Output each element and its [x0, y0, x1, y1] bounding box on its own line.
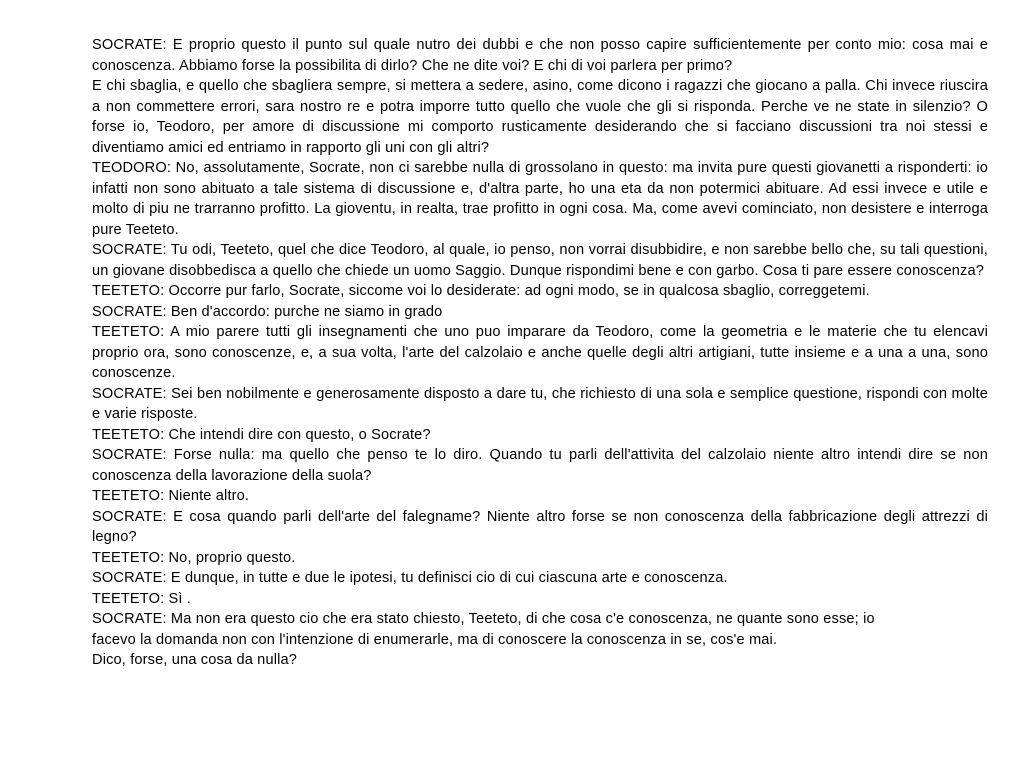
document-body	[92, 35, 988, 671]
paragraph-socrate-7: SOCRATE: E cosa quando parli dell'arte del falegname? Niente altro forse se non conoscenza della fabbricazione degli attrezzi di legno?	[92, 508, 988, 545]
paragraph-socrate-9-continued: facevo la domanda non con l'intenzione di enumerarle, ma di conoscere la conoscenza in se, cos'e mai.	[92, 631, 778, 648]
paragraph-socrate-9: SOCRATE: Ma non era questo cio che era stato chiesto, Teeteto, di che cosa c'e conoscenza, ne quante sono esse; io	[92, 611, 875, 627]
paragraph-teeteto-6: TEETETO: Sì .	[92, 590, 191, 607]
paragraph-teeteto-2: TEETETO: A mio parere tutti gli insegnamenti che uno puo imparare da Teodoro, come la geometria e le materie che tu elencavi proprio ora, sono conoscenze, e, a sua volta, l'arte del calzolaio e anche quelle degli altri artigiani, tutte insieme e a una a una, sono conoscenze.	[92, 324, 988, 381]
paragraph-socrate-9-final: Dico, forse, una cosa da nulla?	[92, 652, 298, 668]
paragraph-socrate-1: SOCRATE: E proprio questo il punto sul quale nutro dei dubbi e che non posso capire sufficientemente per conto mio: cosa mai e conoscenza. Abbiamo forse la possibilita di dirlo? Che ne dite voi? E chi di voi parlera per primo?	[92, 37, 988, 74]
paragraph-teeteto-5: TEETETO: No, proprio questo.	[92, 549, 296, 566]
paragraph-socrate-8: SOCRATE: E dunque, in tutte e due le ipotesi, tu definisci cio di cui ciascuna arte e conoscenza.	[92, 570, 728, 586]
paragraph-socrate-4: SOCRATE: Ben d'accordo: purche ne siamo in grado	[92, 303, 443, 320]
paragraph-teeteto-4: TEETETO: Niente altro.	[92, 488, 250, 504]
paragraph-teeteto-1: TEETETO: Occorre pur farlo, Socrate, siccome voi lo desiderate: ad ogni modo, se in qualcosa sbaglio, correggetemi.	[92, 283, 870, 299]
paragraph-socrate-3: SOCRATE: Tu odi, Teeteto, quel che dice Teodoro, al quale, io penso, non vorrai disubbidire, e non sarebbe bello che, su tali questioni, un giovane disobbedisca a quello che chiede un uomo Saggio. Dunque rispondimi bene e con garbo. Cosa ti pare essere conoscenza?	[92, 242, 988, 279]
paragraph-socrate-2: E chi sbaglia, e quello che sbagliera sempre, si mettera a sedere, asino, come dicono i ragazzi che giocano a palla. Chi invece riuscira a non commettere errori, sara nostro re e potra imporre tutto quello che vuole che gli si risponda. Perche ve ne state in silenzio? O forse io, Teodoro, per amore di discussione mi comporto rusticamente desiderando che si facciano discussioni tra noi stessi e diventiamo amici ed entriamo in rapporto gli uni con gli altri?	[92, 78, 988, 156]
paragraph-teeteto-3: TEETETO: Che intendi dire con questo, o Socrate?	[92, 426, 431, 443]
paragraph-socrate-5: SOCRATE: Sei ben nobilmente e generosamente disposto a dare tu, che richiesto di una sola e semplice questione, rispondi con molte e varie risposte.	[92, 385, 988, 422]
paragraph-teodoro-1: TEODORO: No, assolutamente, Socrate, non ci sarebbe nulla di grossolano in questo: ma invita pure questi giovanetti a risponderti: io infatti non sono abituato a tale sistema di discussione e, d'altra parte, ho una eta da non potermici abituare. Ad essi invece e utile e molto di piu ne trarranno profitto. La gioventu, in realta, trae profitto in ogni cosa. Ma, come avevi cominciato, non desistere e interroga pure Teeteto.	[92, 160, 988, 238]
paragraph-socrate-6: SOCRATE: Forse nulla: ma quello che penso te lo diro. Quando tu parli dell'attivita del calzolaio niente altro intendi dire se non conoscenza della lavorazione della suola?	[92, 447, 988, 484]
